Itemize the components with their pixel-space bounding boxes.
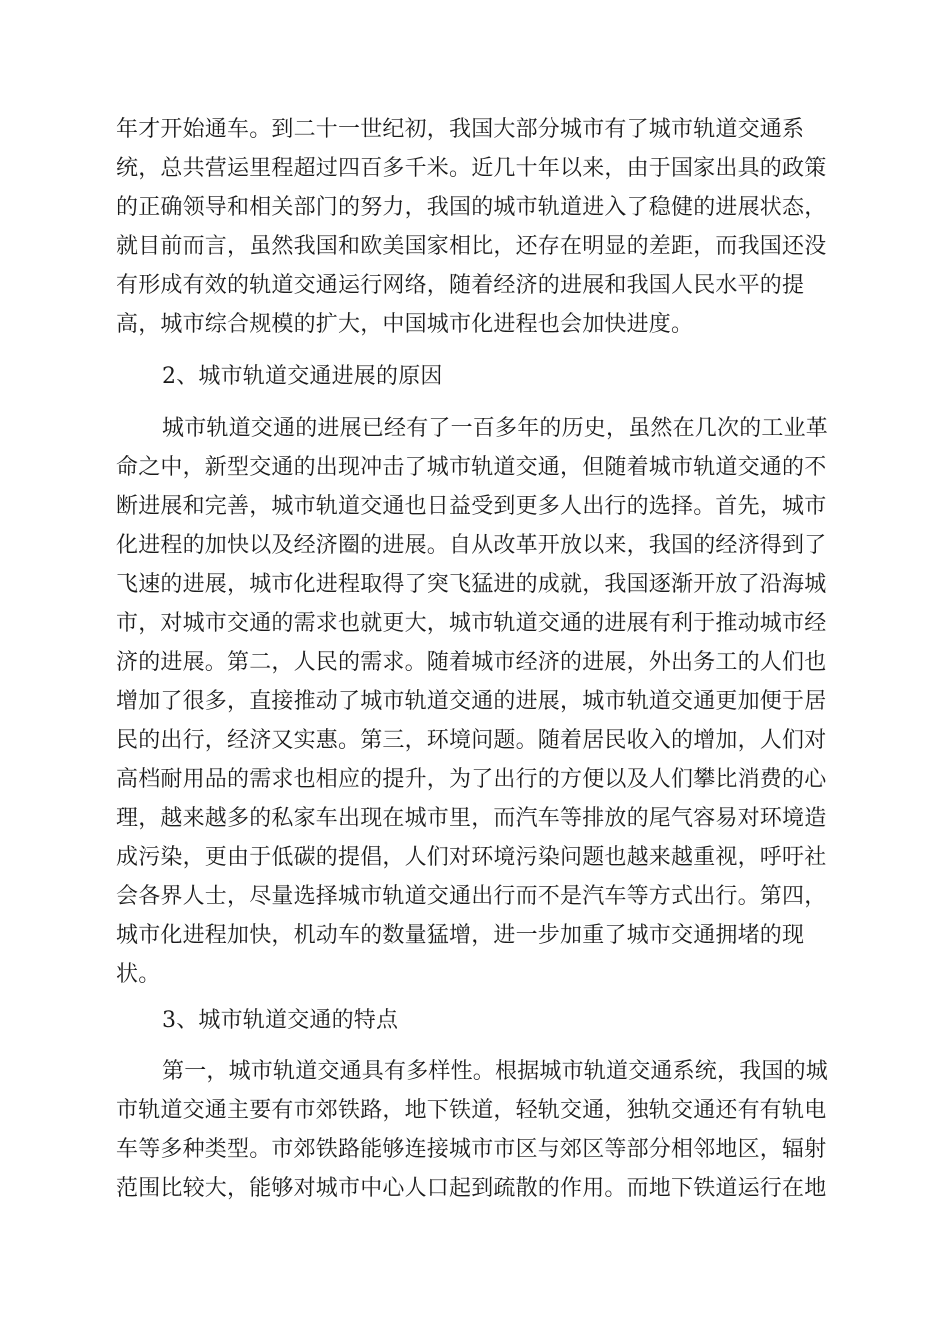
text-line: 高，城市综合规模的扩大，中国城市化进程也会加快进度。: [116, 312, 694, 337]
text-line: 车等多种类型。市郊铁路能够连接城市市区与郊区等部分相邻地区，辐射: [116, 1137, 827, 1162]
text-line: 断进展和完善，城市轨道交通也日益受到更多人出行的选择。首先，城市: [116, 494, 827, 519]
text-line: 就目前而言，虽然我国和欧美国家相比，还存在明显的差距，而我国还没: [116, 234, 827, 259]
text-line: 范围比较大，能够对城市中心人口起到疏散的作用。而地下铁道运行在地: [116, 1176, 827, 1201]
text-line: 命之中，新型交通的出现冲击了城市轨道交通，但随着城市轨道交通的不: [116, 455, 827, 480]
text-line: 城市轨道交通的进展已经有了一百多年的历史，虽然在几次的工业革: [162, 416, 829, 441]
section-heading: 2、城市轨道交通进展的原因: [162, 364, 443, 389]
text-line: 济的进展。第二，人民的需求。随着城市经济的进展，外出务工的人们也: [116, 650, 827, 675]
text-line: 市轨道交通主要有市郊铁路，地下铁道，轻轨交通，独轨交通还有有轨电: [116, 1098, 827, 1123]
section-heading: 3、城市轨道交通的特点: [162, 1008, 399, 1033]
text-line: 统，总共营运里程超过四百多千米。近几十年以来，由于国家出具的政策: [116, 156, 827, 181]
text-line: 的正确领导和相关部门的努力，我国的城市轨道进入了稳健的进展状态，: [116, 195, 827, 220]
text-line: 化进程的加快以及经济圈的进展。自从改革开放以来，我国的经济得到了: [116, 533, 827, 558]
text-line: 会各界人士，尽量选择城市轨道交通出行而不是汽车等方式出行。第四，: [116, 884, 827, 909]
text-line: 市，对城市交通的需求也就更大，城市轨道交通的进展有利于推动城市经: [116, 611, 827, 636]
text-line: 成污染，更由于低碳的提倡，人们对环境污染问题也越来越重视，呼吁社: [116, 845, 827, 870]
text-line: 年才开始通车。到二十一世纪初，我国大部分城市有了城市轨道交通系: [116, 117, 805, 142]
text-line: 第一，城市轨道交通具有多样性。根据城市轨道交通系统，我国的城: [162, 1059, 829, 1084]
text-line: 高档耐用品的需求也相应的提升，为了出行的方便以及人们攀比消费的心: [116, 767, 827, 792]
text-line: 理，越来越多的私家车出现在城市里，而汽车等排放的尾气容易对环境造: [116, 806, 827, 831]
text-line: 飞速的进展，城市化进程取得了突飞猛进的成就，我国逐渐开放了沿海城: [116, 572, 827, 597]
text-line: 状。: [116, 962, 161, 987]
text-line: 有形成有效的轨道交通运行网络，随着经济的进展和我国人民水平的提: [116, 273, 805, 298]
text-line: 民的出行，经济又实惠。第三，环境问题。随着居民收入的增加，人们对: [116, 728, 827, 753]
text-line: 城市化进程加快，机动车的数量猛增，进一步加重了城市交通拥堵的现: [116, 923, 805, 948]
text-line: 增加了很多，直接推动了城市轨道交通的进展，城市轨道交通更加便于居: [116, 689, 827, 714]
